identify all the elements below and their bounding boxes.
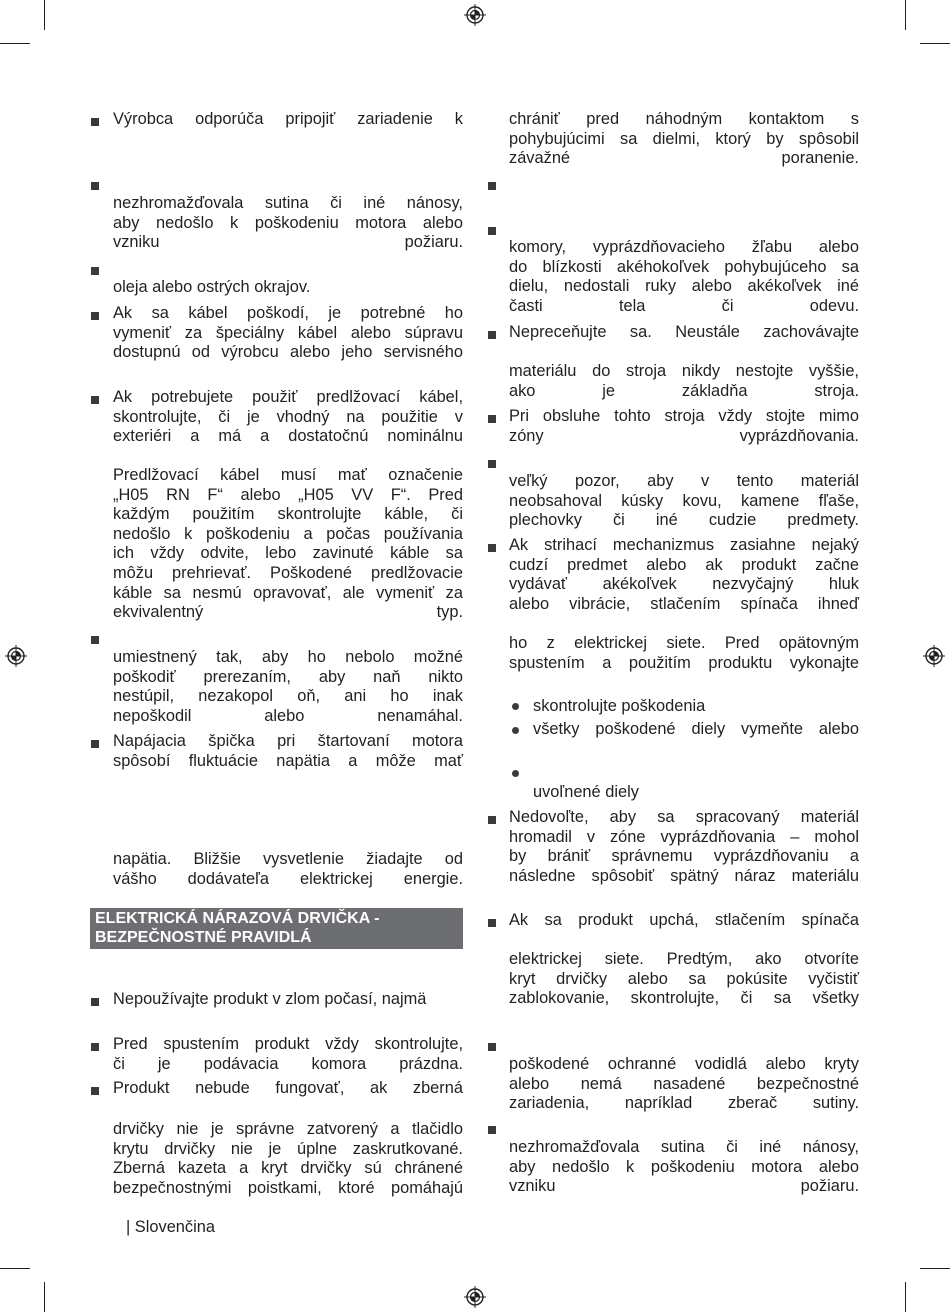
crop-mark xyxy=(920,1268,950,1269)
crop-mark xyxy=(905,0,906,30)
text-line: plechovky či iné cudzie predmety. xyxy=(509,511,859,530)
bullet-square-icon xyxy=(488,544,496,552)
text-line: následne spôsobiť spätný náraz materiálu xyxy=(509,866,859,885)
text-line: napätia. Bližšie vysvetlenie žiadajte od xyxy=(113,850,463,868)
text-line: alebo nemá nasadené bezpečnostné xyxy=(509,1074,859,1093)
text-line: kryt drvičky alebo sa pokúsite vyčistiť xyxy=(509,969,859,988)
crop-mark xyxy=(920,43,950,44)
text-line: by brániť správnemu vyprázdňovaniu a xyxy=(509,847,859,866)
bullet-dot-icon xyxy=(512,770,519,777)
text-line: drvičky nie je správne zatvorený a tlačidlo xyxy=(113,1120,463,1138)
crop-mark xyxy=(44,1282,45,1312)
bullet-square-icon xyxy=(91,267,99,275)
bullet-square-icon xyxy=(488,331,496,339)
crop-mark xyxy=(0,43,30,44)
bullet-square-icon xyxy=(488,182,496,190)
text-line: či je podávacia komora prázdna. xyxy=(113,1054,463,1073)
text-line: skontrolujte poškodenia xyxy=(533,697,706,715)
paragraph xyxy=(509,808,859,886)
text-line: vášho dodávateľa elektrickej energie. xyxy=(113,869,463,888)
registration-mark-icon xyxy=(923,645,945,667)
paragraph xyxy=(509,634,859,673)
text-line: krytu drvičky nie je úplne zaskrutkované. xyxy=(113,1139,463,1158)
text-line: spustením a použitím produktu vykonajte xyxy=(509,653,859,672)
text-line: alebo vibrácie, stlačením spínača ihneď xyxy=(509,594,859,613)
text-line: ekvivalentný typ. xyxy=(113,603,463,622)
crop-mark xyxy=(44,0,45,30)
bullet-dot-icon xyxy=(512,703,519,710)
text-line: Produkt nebude fungovať, ak zberná xyxy=(113,1079,463,1097)
bullet-dot-icon xyxy=(512,727,519,734)
bullet-square-icon xyxy=(488,460,496,468)
text-line: ho z elektrickej siete. Pred opätovným xyxy=(509,634,859,652)
text-line: môžu prehrievať. Poškodené predlžovacie xyxy=(113,563,463,582)
paragraph xyxy=(113,388,463,447)
text-line: umiestnený tak, aby ho nebolo možné xyxy=(113,648,463,666)
bullet-square-icon xyxy=(91,636,99,644)
text-line: vzniku požiaru. xyxy=(509,1177,859,1196)
text-line: cudzí predmet alebo ak produkt začne xyxy=(509,555,859,574)
text-line: nezhromažďovala sutina či iné nánosy, xyxy=(113,194,463,212)
text-line: oleja alebo ostrých okrajov. xyxy=(113,278,311,296)
text-line: Napájacia špička pri štartovaní motora xyxy=(113,732,463,750)
text-line: Pri obsluhe tohto stroja vždy stojte mimo xyxy=(509,407,859,425)
text-line: nezhromažďovala sutina či iné nánosy, xyxy=(509,1138,859,1156)
paragraph xyxy=(509,362,859,401)
bullet-square-icon xyxy=(91,1043,99,1051)
text-line: Predlžovací kábel musí mať označenie xyxy=(113,466,463,484)
text-line: Ak potrebujete použiť predlžovací kábel, xyxy=(113,388,463,406)
text-line: Ak sa produkt upchá, stlačením spínača xyxy=(509,911,859,929)
section-heading-line: BEZPEČNOSTNÉ PRAVIDLÁ xyxy=(95,928,312,946)
text-line: spôsobí fluktuácie napätia a môže mať xyxy=(113,751,463,770)
crop-mark xyxy=(905,1282,906,1312)
section-heading-line: ELEKTRICKÁ NÁRAZOVÁ DRVIČKA - xyxy=(95,910,380,927)
paragraph xyxy=(113,648,463,726)
text-line: poškodené ochranné vodidlá alebo kryty xyxy=(509,1055,859,1073)
paragraph xyxy=(113,110,463,130)
paragraph xyxy=(533,720,859,740)
text-line: Nepoužívajte produkt v zlom počasí, najmä xyxy=(113,990,427,1008)
paragraph xyxy=(509,110,859,169)
bullet-square-icon xyxy=(91,182,99,190)
text-line: Ak strihací mechanizmus zasiahne nejaký xyxy=(509,536,859,554)
paragraph xyxy=(509,536,859,614)
paragraph xyxy=(113,466,463,623)
paragraph xyxy=(509,911,859,931)
text-line: Výrobca odporúča pripojiť zariadenie k xyxy=(113,110,463,128)
text-line: ako je základňa stroja. xyxy=(509,381,859,400)
bullet-square-icon xyxy=(488,1043,496,1051)
footer-language-label: | Slovenčina xyxy=(126,1218,215,1236)
paragraph xyxy=(113,1120,463,1198)
paragraph xyxy=(113,1035,463,1074)
text-line: veľký pozor, aby v tento materiál xyxy=(509,472,859,490)
text-line: Ak sa kábel poškodí, je potrebné ho xyxy=(113,304,463,322)
text-line: aby nedošlo k poškodeniu motora alebo xyxy=(509,1157,859,1176)
bullet-square-icon xyxy=(91,312,99,320)
text-line: dielu, nedostali ruky alebo akékoľvek iné xyxy=(509,277,859,296)
paragraph xyxy=(509,323,859,343)
text-line: všetky poškodené diely vymeňte alebo xyxy=(533,720,859,738)
paragraph xyxy=(509,238,859,316)
paragraph xyxy=(113,732,463,771)
text-line: bezpečnostnými poistkami, ktoré pomáhajú xyxy=(113,1178,463,1197)
text-line: do blízkosti akéhokoľvek pohybujúceho sa xyxy=(509,257,859,276)
bullet-square-icon xyxy=(91,740,99,748)
bullet-square-icon xyxy=(488,816,496,824)
text-line: nedošlo k poškodeniu a počas používania xyxy=(113,524,463,543)
text-line: zablokovanie, skontrolujte, či sa všetky xyxy=(509,989,859,1008)
registration-mark-icon xyxy=(5,645,27,667)
text-line: každým použitím skontrolujte káble, či xyxy=(113,505,463,524)
paragraph xyxy=(113,850,463,889)
text-line: dostupnú od výrobcu alebo jeho servisného xyxy=(113,343,463,362)
paragraph xyxy=(113,278,463,298)
paragraph xyxy=(533,697,859,717)
text-line: Nepreceňujte sa. Neustále zachovávajte xyxy=(509,323,859,341)
text-line: zóny vyprázdňovania. xyxy=(509,426,859,445)
bullet-square-icon xyxy=(91,396,99,404)
text-line: aby nedošlo k poškodeniu motora alebo xyxy=(113,213,463,232)
text-line: pohybujúcimi sa dielmi, ktorý by spôsobil xyxy=(509,129,859,148)
text-line: materiálu do stroja nikdy nestojte vyššie, xyxy=(509,362,859,380)
text-line: Nedovoľte, aby sa spracovaný materiál xyxy=(509,808,859,826)
text-line: uvoľnené diely xyxy=(533,783,639,801)
bullet-square-icon xyxy=(91,118,99,126)
text-line: vzniku požiaru. xyxy=(113,233,463,252)
section-heading xyxy=(90,908,463,949)
paragraph xyxy=(533,783,859,803)
registration-mark-icon xyxy=(464,4,486,26)
paragraph xyxy=(113,304,463,363)
paragraph xyxy=(509,1055,859,1114)
crop-mark xyxy=(0,1268,30,1269)
text-line: zariadenia, napríklad zberač sutiny. xyxy=(509,1094,859,1113)
text-line: káble sa nesmú opravovať, ale vymeniť za xyxy=(113,583,463,602)
text-line: hromadil v zóne vyprázdňovania – mohol xyxy=(509,827,859,846)
text-line: vydávať akékoľvek nezvyčajný hluk xyxy=(509,575,859,594)
paragraph xyxy=(509,472,859,531)
text-line: časti tela či odevu. xyxy=(509,296,859,315)
bullet-square-icon xyxy=(488,919,496,927)
text-line: nestúpil, nezakopol oň, ani ho inak xyxy=(113,687,463,706)
paragraph xyxy=(509,950,859,1009)
bullet-square-icon xyxy=(91,1087,99,1095)
paragraph xyxy=(113,194,463,253)
paragraph xyxy=(509,1138,859,1197)
bullet-square-icon xyxy=(488,227,496,235)
text-line: chrániť pred náhodným kontaktom s xyxy=(509,110,859,128)
text-line: elektrickej siete. Predtým, ako otvoríte xyxy=(509,950,859,968)
text-line: poškodiť prerezaním, aby naň nikto xyxy=(113,667,463,686)
text-line: závažné poranenie. xyxy=(509,149,859,168)
paragraph xyxy=(113,1079,463,1099)
text-line: vymeniť za špeciálny kábel alebo súpravu xyxy=(113,323,463,342)
text-line: Pred spustením produkt vždy skontrolujte, xyxy=(113,1035,463,1053)
paragraph xyxy=(113,990,463,1010)
text-line: neobsahoval kúsky kovu, kamene fľaše, xyxy=(509,491,859,510)
paragraph xyxy=(509,407,859,446)
registration-mark-icon xyxy=(464,1286,486,1308)
text-line: nepoškodil alebo nenamáhal. xyxy=(113,706,463,725)
text-line: skontrolujte, či je vhodný na použitie v xyxy=(113,407,463,426)
text-line: ich vždy odvite, lebo zavinuté káble sa xyxy=(113,544,463,563)
text-line: Zberná kazeta a kryt drvičky sú chránené xyxy=(113,1159,463,1178)
text-line: exteriéri a má a dostatočnú nominálnu xyxy=(113,427,463,446)
bullet-square-icon xyxy=(488,415,496,423)
bullet-square-icon xyxy=(488,1126,496,1134)
bullet-square-icon xyxy=(91,998,99,1006)
text-line: „H05 RN F“ alebo „H05 VV F“. Pred xyxy=(113,485,463,504)
text-line: komory, vyprázdňovacieho žľabu alebo xyxy=(509,238,859,256)
